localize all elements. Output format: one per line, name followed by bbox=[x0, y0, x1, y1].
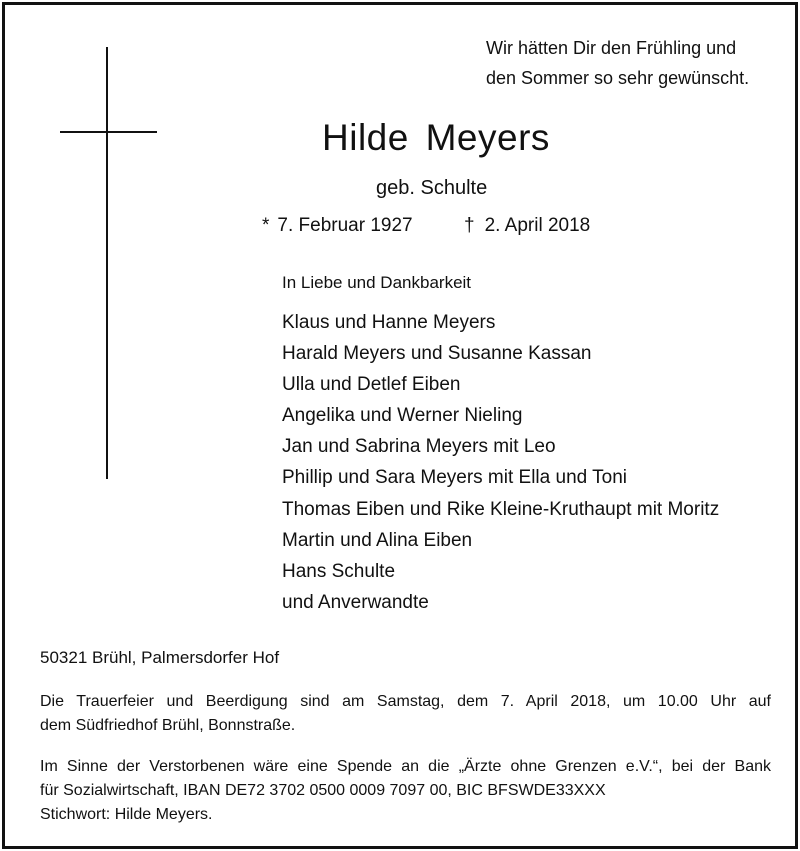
death-entry bbox=[464, 215, 590, 237]
funeral-line: dem Südfriedhof Brühl, Bonnstraße. bbox=[40, 717, 296, 734]
birth-star-icon: * bbox=[262, 215, 270, 236]
mourner-line: und Anverwandte bbox=[282, 591, 429, 613]
cross-horizontal-bar bbox=[60, 131, 157, 133]
birth-name: geb. Schulte bbox=[376, 177, 488, 199]
mourner-line: Angelika und Werner Nieling bbox=[282, 405, 523, 427]
mourners-intro: In Liebe und Dankbarkeit bbox=[282, 273, 472, 292]
deceased-name: Hilde Meyers bbox=[322, 117, 550, 158]
donation-line: Stichwort: Hilde Meyers. bbox=[40, 806, 213, 823]
funeral-line: Die Trauerfeier und Beerdigung sind am Samstag, dem 7. April 2018, um 10.00 Uhr auf bbox=[40, 693, 771, 710]
mourner-line: Hans Schulte bbox=[282, 560, 396, 582]
birth-date: 7. Februar 1927 bbox=[277, 215, 413, 236]
mourner-line: Martin und Alina Eiben bbox=[282, 529, 473, 551]
donation-line: für Sozialwirtschaft, IBAN DE72 3702 0500 0009 7097 00, BIC BFSWDE33XXX bbox=[40, 782, 606, 799]
mourner-line: Ulla und Detlef Eiben bbox=[282, 374, 461, 396]
quote-line: Wir hätten Dir den Frühling und bbox=[486, 38, 737, 58]
life-dates bbox=[262, 215, 591, 237]
mourner-line: Thomas Eiben und Rike Kleine-Kruthaupt mit Moritz bbox=[282, 498, 720, 520]
quote-line: den Sommer so sehr gewünscht. bbox=[486, 68, 750, 88]
mourner-line: Jan und Sabrina Meyers mit Leo bbox=[282, 436, 556, 458]
mourner-line: Harald Meyers und Susanne Kassan bbox=[282, 343, 592, 365]
mourner-line: Klaus und Hanne Meyers bbox=[282, 312, 496, 333]
address: 50321 Brühl, Palmersdorfer Hof bbox=[40, 648, 280, 667]
donation-paragraph bbox=[40, 755, 771, 827]
mourners-list bbox=[282, 307, 719, 618]
mourner-line: Phillip und Sara Meyers mit Ella und Toni bbox=[282, 467, 627, 489]
cross-vertical-bar bbox=[106, 47, 108, 479]
death-date: 2. April 2018 bbox=[484, 215, 591, 236]
quote bbox=[486, 33, 786, 93]
death-dagger-icon: † bbox=[464, 215, 475, 236]
funeral-paragraph bbox=[40, 690, 771, 738]
donation-line: Im Sinne der Verstorbenen wäre eine Spende an die „Ärzte ohne Grenzen e.V.“, bei der Bank bbox=[40, 758, 771, 775]
